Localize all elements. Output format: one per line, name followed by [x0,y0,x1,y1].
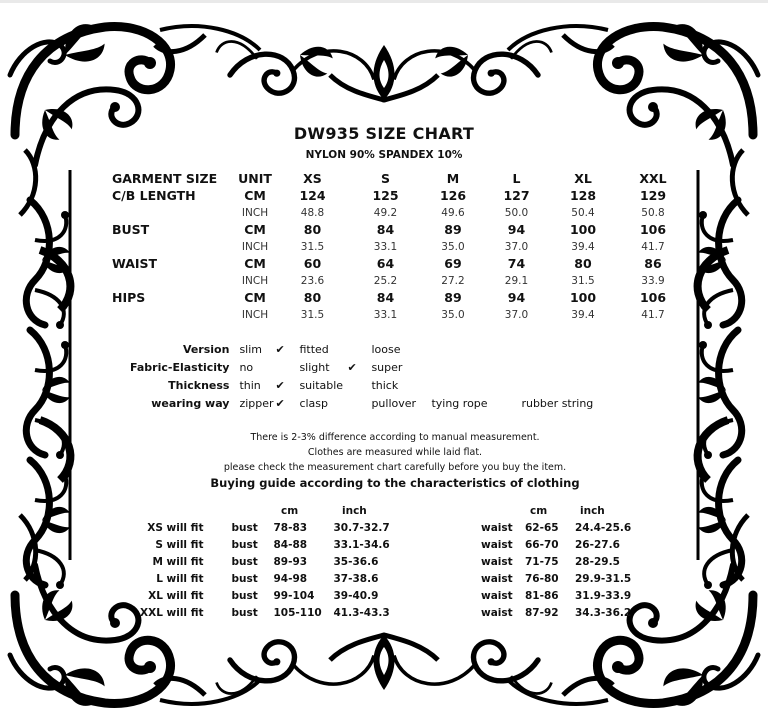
fit-inch: 24.4-25.6 [575,521,632,534]
characteristic-label: wearing way [151,396,230,410]
table-row [112,272,689,289]
header-size-s: S [380,171,390,186]
buying-guide-title: Buying guide according to the characteristics of clothing [210,476,580,490]
row-unit: CM [244,222,266,237]
waist-fit-table [481,519,655,621]
cell: 74 [507,256,526,271]
row-label [112,204,234,221]
cell: 80 [303,290,322,305]
fit-cm: 62-65 [525,521,559,534]
table-row [481,553,655,570]
size-table [112,170,689,323]
row-unit: INCH [241,206,269,219]
cell: 29.1 [504,274,529,287]
row-label: BUST [112,222,150,237]
characteristic-label: Version [182,342,230,356]
option: slim [239,342,263,356]
cell: 94 [507,222,526,237]
cell: 23.6 [300,274,325,287]
characteristic-row-elasticity [130,358,621,376]
option: thick [371,378,399,392]
table-row [481,519,655,536]
measurement-notes [0,430,768,475]
row-unit: CM [244,188,266,203]
cell: 127 [503,188,530,203]
waist-inch-header: inch [580,505,605,517]
fit-part: waist [481,538,513,551]
option: tying rope [431,396,488,410]
waist-cm-header: cm [530,505,548,517]
table-row [481,604,655,621]
option: suitable [299,378,344,392]
cell: 39.4 [571,308,595,321]
cell: 124 [299,188,326,203]
fit-cm: 66-70 [525,538,559,551]
cell: 80 [574,256,592,271]
table-row [112,221,689,238]
cell: 128 [569,188,597,203]
header-unit: UNIT [238,171,272,186]
row-label [112,238,234,255]
table-row [481,570,655,587]
fit-cm: 87-92 [525,606,559,619]
fit-cm: 94-98 [273,572,308,585]
row-unit: INCH [241,308,269,321]
characteristic-row-wearing-way [130,394,621,412]
option: no [239,360,254,374]
cell: 126 [439,188,467,203]
bust-fit-table [140,519,414,621]
table-row [112,238,689,255]
row-unit: INCH [241,240,269,253]
row-label: C/B LENGTH [112,188,196,203]
fit-part: bust [231,521,258,534]
fit-part: bust [231,555,258,568]
fit-size: XS will fit [147,521,204,534]
characteristic-row-thickness [130,376,621,394]
cell: 31.5 [300,308,325,321]
fit-cm: 84-88 [273,538,308,551]
option: thin [239,378,261,392]
row-label [112,306,234,323]
fit-inch: 26-27.6 [575,538,620,551]
fit-part: bust [231,589,258,602]
cell: 35.0 [441,308,465,321]
option: pullover [371,396,417,410]
fit-cm: 105-110 [273,606,322,619]
characteristic-row-version [130,340,621,358]
header-size-l: L [512,171,521,186]
cell: 35.0 [441,240,465,253]
table-row [112,306,689,323]
row-label: WAIST [112,256,158,271]
cell: 33.9 [641,274,665,287]
table-row [140,519,414,536]
cell: 84 [376,290,395,305]
check-icon [347,376,371,394]
fit-part: bust [231,538,258,551]
cell: 106 [639,290,667,305]
cell: 50.0 [504,206,529,219]
cell: 25.2 [373,274,398,287]
bust-inch-header: inch [342,505,367,517]
fabric-composition: NYLON 90% SPANDEX 10% [305,149,463,161]
cell: 49.6 [441,206,465,219]
cell: 94 [507,290,526,305]
fit-inch: 34.3-36.2 [575,606,632,619]
cell: 80 [303,222,322,237]
fit-inch: 33.1-34.6 [333,538,390,551]
option: clasp [299,396,329,410]
option: loose [371,342,401,356]
table-row [140,570,414,587]
cell: 100 [569,222,597,237]
characteristic-label: Fabric-Elasticity [130,360,230,374]
option: zipper [239,396,274,410]
cell: 100 [569,290,597,305]
fit-cm: 71-75 [525,555,559,568]
cell: 48.8 [300,206,325,219]
cell: 37.0 [504,308,529,321]
fit-inch: 39-40.9 [333,589,379,602]
fit-inch: 37-38.6 [333,572,379,585]
bust-cm-header: cm [281,505,299,517]
cell: 33.1 [373,308,398,321]
fit-cm: 78-83 [273,521,308,534]
fit-inch: 31.9-33.9 [575,589,632,602]
cell: 31.5 [300,240,325,253]
cell: 86 [644,256,662,271]
characteristic-label: Thickness [168,378,230,392]
header-size-xl: XL [574,171,592,186]
fit-inch: 28-29.5 [575,555,620,568]
fit-part: waist [481,589,513,602]
header-size-xs: XS [303,171,322,186]
cell: 41.7 [641,240,665,253]
cell: 41.7 [641,308,665,321]
fit-size: XXL will fit [140,606,204,619]
characteristics-table [130,340,621,412]
table-row [140,604,414,621]
check-icon: ✔ [347,360,357,374]
cell: 64 [376,256,395,271]
cell: 39.4 [571,240,595,253]
check-icon [275,358,299,376]
fit-cm: 89-93 [273,555,308,568]
check-icon [347,394,371,412]
cell: 27.2 [441,274,465,287]
cell: 89 [444,222,462,237]
table-row [140,587,414,604]
option: super [371,360,403,374]
row-unit: INCH [241,274,269,287]
header-size-xxl: XXL [639,171,667,186]
note-line: Clothes are measured while laid flat. [307,447,483,458]
row-label [112,272,234,289]
cell: 69 [444,256,462,271]
option: slight [299,360,330,374]
table-row [140,536,414,553]
cell: 89 [444,290,462,305]
row-unit: CM [244,256,266,271]
header-garment-size: GARMENT SIZE [112,171,218,186]
fit-inch: 30.7-32.7 [333,521,390,534]
table-row [140,553,414,570]
header-size-m: M [446,171,460,186]
fit-part: waist [481,572,513,585]
fit-inch: 41.3-43.3 [333,606,390,619]
fit-part: bust [231,572,258,585]
table-row [112,255,689,272]
fit-size: XL will fit [148,589,204,602]
size-header-row [112,170,689,187]
table-row [112,187,689,204]
option: rubber string [521,396,594,410]
cell: 49.2 [373,206,398,219]
fit-cm: 81-86 [525,589,559,602]
fit-part: waist [481,606,513,619]
cell: 37.0 [504,240,529,253]
fit-size: M will fit [152,555,204,568]
cell: 50.8 [641,206,665,219]
fit-cm: 76-80 [525,572,559,585]
row-unit: CM [244,290,266,305]
table-row [112,289,689,306]
note-line: There is 2-3% difference according to manual measurement. [250,432,540,443]
fit-inch: 29.9-31.5 [575,572,632,585]
table-row [481,587,655,604]
cell: 106 [639,222,667,237]
cell: 60 [303,256,322,271]
fit-cm: 99-104 [273,589,315,602]
table-row [481,536,655,553]
note-line: please check the measurement chart carefully before you buy the item. [223,462,567,473]
fit-part: bust [231,606,258,619]
cell: 125 [372,188,399,203]
cell: 31.5 [571,274,595,287]
fit-part: waist [481,555,513,568]
fit-size: S will fit [155,538,204,551]
cell: 33.1 [373,240,398,253]
cell: 50.4 [571,206,595,219]
check-icon [347,340,371,358]
chart-title: DW935 SIZE CHART [293,124,475,143]
check-icon: ✔ [275,396,285,410]
fit-inch: 35-36.6 [333,555,379,568]
check-icon: ✔ [275,342,285,356]
cell: 84 [376,222,395,237]
fit-size: L will fit [156,572,204,585]
fit-part: waist [481,521,513,534]
table-row [112,204,689,221]
row-label: HIPS [112,290,146,305]
cell: 129 [639,188,667,203]
check-icon: ✔ [275,378,285,392]
option: fitted [299,342,329,356]
